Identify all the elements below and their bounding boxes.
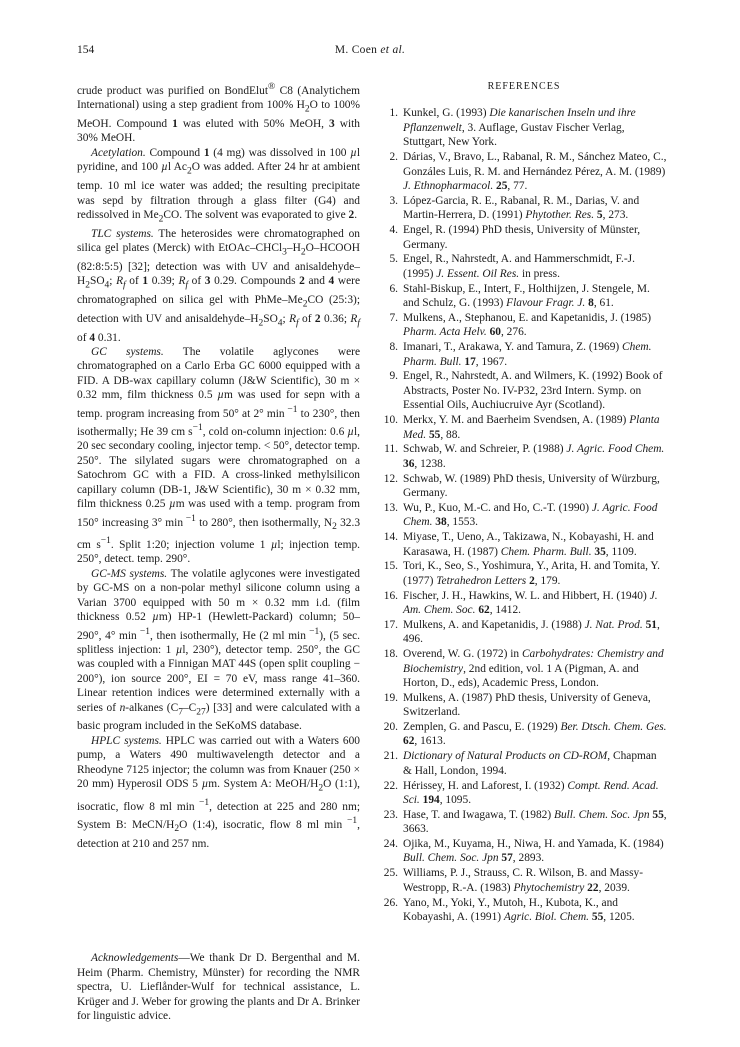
reference-number: 10. — [383, 414, 398, 427]
acknowledgements: Acknowledgements—We thank Dr D. Bergenthal and M. Heim (Pharm. Chemistry, Münster) for recording the NMR spectra, U. Lieflånder-Wulf for technical assistance, L. Krüger and J. Weber for growing the plants and Dr A. Brinker for linguistic advice. — [77, 952, 360, 1023]
reference-item: 11. Schwab, W. and Schreier, P. (1988) J. Agric. Food Chem. 36, 1238. — [381, 442, 667, 471]
reference-number: 22. — [383, 779, 398, 792]
reference-item: 8. Imanari, T., Arakawa, Y. and Tamura, Z. (1969) Chem. Pharm. Bull. 17, 1967. — [381, 340, 667, 369]
paragraph-intro: crude product was purified on BondElut® C8 (Analytichem International) using a step gradient from 100% $H_2O$ to 100% MeOH. Compound 1 was eluted with 50% MeOH, 3 with 30% MeOH. — [77, 82, 360, 145]
reference-number: 18. — [383, 648, 398, 661]
reference-item: 4. Engel, R. (1994) PhD thesis, University of Münster, Germany. — [381, 223, 667, 252]
reference-item: 12. Schwab, W. (1989) PhD thesis, University of Würzburg, Germany. — [381, 472, 667, 501]
references-list — [381, 106, 667, 924]
paragraph-label: GC systems. — [91, 346, 164, 359]
reference-item: 7. Mulkens, A., Stephanou, E. and Kapetanidis, J. (1985) Pharm. Acta Helv. 60, 276. — [381, 311, 667, 340]
page-header — [0, 44, 740, 60]
page-number: 154 — [77, 44, 95, 56]
reference-item: 3. López-Garcia, R. E., Rabanal, R. M., Darias, V. and Martin-Herrera, D. (1991) Phytother. Res. 5, 273. — [381, 194, 667, 223]
reference-number: 3. — [389, 194, 398, 207]
reference-item: 14. Miyase, T., Ueno, A., Takizawa, N., Kobayashi, H. and Karasawa, H. (1987) Chem. Pharm. Bull. 35, 1109. — [381, 530, 667, 559]
reference-number: 9. — [389, 370, 398, 383]
paragraph-acetylation: Acetylation. Compound 1 (4 mg) was dissolved in 100 µl pyridine, and 100 µl $Ac_2O$ was added. After 24 hr at ambient temp. 10 ml ice water was added; the resulting precipitate was sepd by filtration through a glass filter (G4) and redissolved in $Me_2CO$. The solvent was evaporated to give 2. — [77, 146, 360, 225]
reference-number: 24. — [383, 838, 398, 851]
reference-number: 20. — [383, 721, 398, 734]
reference-number: 4. — [389, 224, 398, 237]
reference-item: 1. Kunkel, G. (1993) Die kanarischen Inseln und ihre Pflanzenwelt, 3. Auflage, Gustav Fischer Verlag, Stuttgart, New York. — [381, 106, 667, 149]
reference-number: 11. — [384, 443, 398, 456]
reference-number: 2. — [389, 151, 398, 164]
reference-item: 15. Tori, K., Seo, S., Yoshimura, Y., Arita, H. and Tomita, Y. (1977) Tetrahedron Letters 2, 179. — [381, 559, 667, 588]
paragraph-gcms: GC-MS systems. The volatile aglycones were investigated by GC-MS on a non-polar methyl silicone column using a Varian 3700 equipped with 50 m × 0.32 mm i.d. (film thickness 0.52 µm) HP-1 (Hewlett-Packard) column; 50–290°, 4° min $^{-1}$, then isothermally, He (2 ml min $^{-1}$), (5 sec. splitless injection: 1 µl, 230°), detector temp. 250°, the GC was coupled with a Finnigan MAT 44S (open split coupling − 200°), ion source 200°, EI = 70 eV, mass range 41–360. Linear retention indices were determined externally with a series of n-alkanes $(C_7-C_{27})$ [33] and were calculated with a basic program included in the SeKoMS database. — [77, 567, 361, 733]
paragraph-label: Acetylation. — [91, 146, 146, 159]
reference-item: 13. Wu, P., Kuo, M.-C. and Ho, C.-T. (1990) J. Agric. Food Chem. 38, 1553. — [381, 501, 667, 530]
reference-item: 10. Merkx, Y. M. and Baerheim Svendsen, A. (1989) Planta Med. 55, 88. — [381, 413, 667, 442]
acknowledgements-label: Acknowledgements — [91, 952, 179, 965]
left-column — [77, 80, 360, 1023]
reference-item: 17. Mulkens, A. and Kapetanidis, J. (1988) J. Nat. Prod. 51, 496. — [381, 618, 667, 647]
reference-number: 13. — [383, 501, 398, 514]
paragraph-tlc: TLC systems. The heterosides were chromatographed on silica gel plates (Merck) with EtOAc–$CHCl_3-H_2O$–HCOOH (82:8:5:5) [32]; detection was with UV and anisaldehyde–$H_2SO_4$; $R_f$ of 1 0.39; $R_f$ of 3 0.29. Compounds 2 and 4 were chromatographed on silica gel with PhMe–$Me_2CO$ (25:3); detection with UV and anisaldehyde–$H_2SO_4$; $R_f$ of 2 0.36; $R_f$ of 4 0.31. — [77, 227, 361, 344]
paragraph-label: TLC systems. — [91, 227, 154, 240]
reference-number: 1. — [389, 107, 398, 120]
reference-number: 26. — [383, 896, 398, 909]
reference-number: 25. — [383, 867, 398, 880]
reference-item: 5. Engel, R., Nahrstedt, A. and Hammerschmidt, F.-J. (1995) J. Essent. Oil Res. in press. — [381, 252, 667, 281]
reference-number: 17. — [383, 618, 398, 631]
running-head — [0, 44, 740, 56]
references-heading: REFERENCES — [487, 81, 561, 92]
reference-number: 21. — [383, 750, 398, 763]
reference-item: 21. Dictionary of Natural Products on CD-ROM, Chapman & Hall, London, 1994. — [381, 749, 667, 778]
reference-number: 19. — [383, 691, 398, 704]
reference-item: 25. Williams, P. J., Strauss, C. R. Wilson, B. and Massy-Westropp, R.-A. (1983) Phytochemistry 22, 2039. — [381, 866, 667, 895]
reference-number: 16. — [383, 589, 398, 602]
reference-item: 6. Stahl-Biskup, E., Intert, F., Holthijzen, J. Stengele, M. and Schulz, G. (1993) Flavour Fragr. J. 8, 61. — [381, 282, 667, 311]
reference-number: 15. — [383, 560, 398, 573]
reference-number: 8. — [389, 341, 398, 354]
paragraph-label: GC-MS systems. — [91, 567, 168, 580]
reference-number: 12. — [383, 472, 398, 485]
reference-number: 6. — [389, 282, 398, 295]
reference-item: 19. Mulkens, A. (1987) PhD thesis, University of Geneva, Switzerland. — [381, 691, 667, 720]
paragraph-hplc: HPLC systems. HPLC was carried out with a Waters 600 pump, a Waters 490 multiwavelength detector and a Rheodyne 7125 injector; the column was from Knauer (250 × 20 mm) Hyperosil ODS 5 µm. System A: MeOH/$H_2O$ (1:1), isocratic, flow 8 ml min $^{-1}$, detection at 225 and 280 nm; System B: MeCN/$H_2O$ (1:4), isocratic, flow 8 ml min $^{-1}$, detection at 210 and 257 nm. — [77, 734, 361, 850]
paragraph-gc: GC systems. The volatile aglycones were chromatographed on a Carlo Erba GC 6000 equipped with a FID. A DB-wax capillary column (J&W Scientific), 30 m × 0.32 mm, film thickness 0.5 µm was used for sepn with a temp. program increasing from 50° at 2° min $^{-1}$ to 230°, then isothermally; He 39 cm $s^{-1}$, cold on-column injection: 0.6 µl, 20 sec secondary cooling, injector temp. < 50°, detector temp. 250°. The silylated sugars were chromatographed on a Satochrom GC with a FID. A cross-linked methylsilicon capillary column (DB-1, J&W Scientific), 30 m × 0.32 mm, film thickness 0.25 µm was used with a temp. program from 150° increasing 3° min $^{-1}$ to 280°, then isothermally, $N_2$ 32.3 cm $s^{-1}$. Split 1:20; injection volume 1 µl; injection temp. 250°, detect. temp. 290°. — [77, 346, 361, 566]
reference-number: 14. — [383, 531, 398, 544]
reference-item: 22. Hérissey, H. and Laforest, I. (1932) Compt. Rend. Acad. Sci. 194, 1095. — [381, 779, 667, 808]
reference-item: 26. Yano, M., Yoki, Y., Mutoh, H., Kubota, K., and Kobayashi, A. (1991) Agric. Biol. Chem. 55, 1205. — [381, 896, 667, 925]
reference-item: 16. Fischer, J. H., Hawkins, W. L. and Hibbert, H. (1940) J. Am. Chem. Soc. 62, 1412. — [381, 589, 667, 618]
reference-number: 5. — [389, 253, 398, 266]
running-head-suffix: et al. — [380, 44, 406, 56]
reference-number: 23. — [383, 808, 398, 821]
running-head-author: M. Coen — [334, 44, 378, 56]
reference-item: 2. Dárias, V., Bravo, L., Rabanal, R. M., Sánchez Mateo, C., Gonzáles Luis, R. M. and Hernández Pérez, A. M. (1989) J. Ethnopharmacol. 25, 77. — [381, 150, 667, 193]
paragraph-label: HPLC systems. — [91, 734, 162, 747]
reference-item: 23. Hase, T. and Iwagawa, T. (1982) Bull. Chem. Soc. Jpn 55, 3663. — [381, 808, 667, 837]
reference-item: 9. Engel, R., Nahrstedt, A. and Wilmers, K. (1992) Book of Abstracts, Poster No. IV-P32, 23rd Intern. Symp. on Essential Oils, Auchiucruive Ayr (Scotland). — [381, 369, 667, 412]
reference-item: 18. Overend, W. G. (1972) in Carbohydrates: Chemistry and Biochemistry, 2nd edition, vol. 1 A (Pigman, A. and Horton, D., eds), Academic Press, London. — [381, 647, 667, 690]
references-section — [381, 80, 667, 925]
reference-item: 24. Ojika, M., Kuyama, H., Niwa, H. and Yamada, K. (1984) Bull. Chem. Soc. Jpn 57, 2893. — [381, 837, 667, 866]
reference-item: 20. Zemplen, G. and Pascu, E. (1929) Ber. Dtsch. Chem. Ges. 62, 1613. — [381, 720, 667, 749]
reference-number: 7. — [389, 311, 398, 324]
